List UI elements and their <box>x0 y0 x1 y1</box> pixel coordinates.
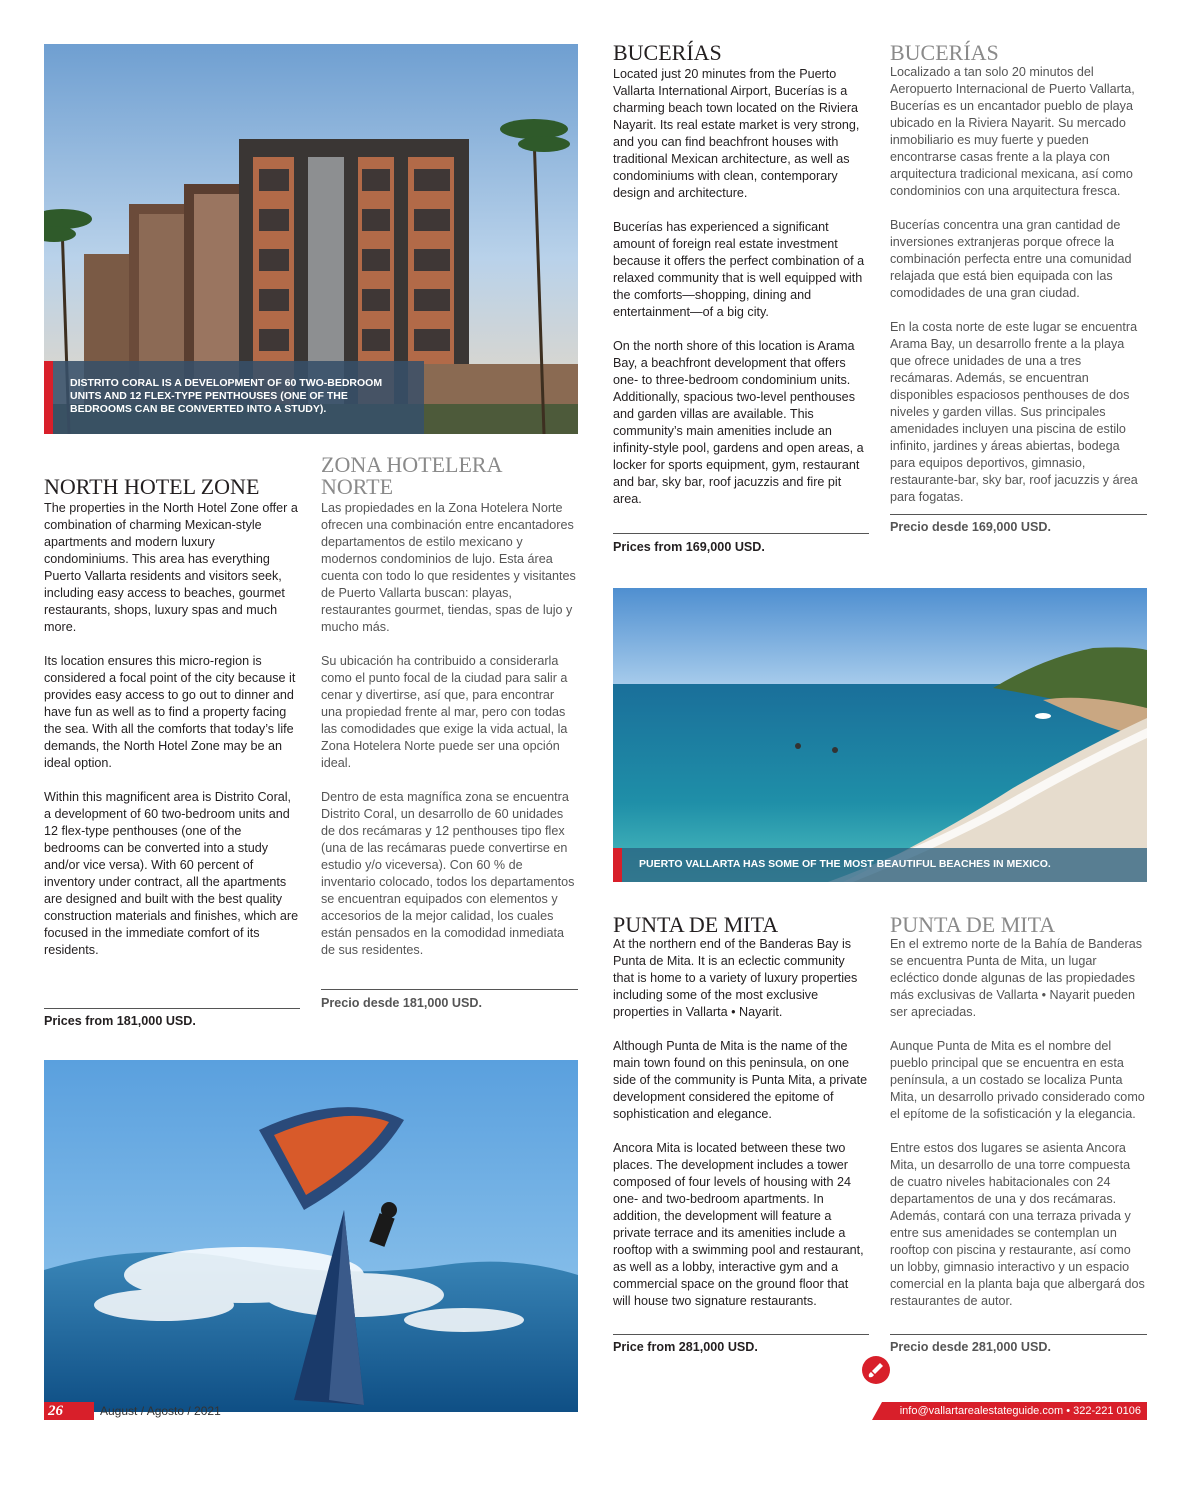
paragraph: Entre estos dos lugares se asienta Ancora Mita, un desarrollo de una torre compuesta de cuatro niveles habitacionales con 24 departamentos de una y dos recámaras. Además, contará con una terraza privada y entre sus amenidades se contemplan un rooftop con piscina y restaurante, así como un lobby, gimnasio interactivo y un espacio comercial en la planta baja que albergará dos restaurantes de autor. <box>890 1141 1145 1308</box>
paragraph: At the northern end of the Banderas Bay is Punta de Mita. It is an eclectic community that is home to a variety of luxury properties including some of the most exclusive properties in Vallarta • Nayarit. <box>613 937 858 1019</box>
paragraph: Although Punta de Mita is the name of the main town found on this peninsula, on one side of the community is Punta Mita, a private development considered the epitome of sophistication and elegance. <box>613 1039 868 1121</box>
price-divider <box>613 1334 869 1335</box>
paintbrush-glyph <box>862 1356 890 1384</box>
paragraph: Ancora Mita is located between these two places. The development includes a tower composed of four levels of housing with 24 one- and two-bedroom apartments. In addition, the development will feature a private terrace and its amenities include a rooftop with a swimming pool and restaurant, as well as a lobby, interactive gym and a commercial space on the ground floor that will house two signature restaurants. <box>613 1141 864 1308</box>
paragraph: Localizado a tan solo 20 minutos del Aeropuerto Internacional de Puerto Vallarta, Bucerías es un encantador pueblo de playa ubicado en la Riviera Nayarit. Su mercado inmobiliario es muy fuerte y pueden encontrarse casas frente a la playa con arquitectura tradicional mexicana, así como condominios con una arquitectura fresca. <box>890 65 1135 198</box>
paragraph: Bucerías concentra una gran cantidad de inversiones extranjeras porque ofrece la combinación perfecta entre una comunidad relajada que está bien equipada con las comodidades de una gran ciudad. <box>890 218 1132 300</box>
paragraph: Dentro de esta magnífica zona se encuentra Distrito Coral, un desarrollo de 60 unidades de dos recámaras y 12 penthouses tipo flex (una de las recámaras puede convertirse en estudio y/o viceversa). Con 60 % de inventario colocado, todos los departamentos se encuentran equipados con elementos y accesorios de la mejor calidad, los cuales están pensados en la comodidad inmediata de sus residentes. <box>321 790 575 957</box>
caption-accent-bar <box>613 848 622 882</box>
paragraph: En la costa norte de este lugar se encuentra Arama Bay, un desarrollo frente a la playa que ofrece unidades de una a tres recámaras. Además, se encuentran disponibles espaciosos penthouses de dos niveles y garden villas. Sus principales amenidades incluyen una piscina de estilo infinito, jardines y áreas abiertas, bodega para equipos deportivos, gimnasio, restaurante-bar, sky bar, roof jacuzzis y área para fogatas. <box>890 320 1138 504</box>
paragraph: Las propiedades en la Zona Hotelera Norte ofrecen una combinación entre encantadores departamentos de estilo mexicano y modernos condominios de lujo. Esta área cuenta con todo lo que residentes y visitantes de Puerto Vallarta buscan: playas, restaurantes gourmet, tiendas, spas de lujo y mucho más. <box>321 501 576 634</box>
paragraph: Aunque Punta de Mita es el nombre del pueblo principal que se encuentra en esta península, a un costado se localiza Punta Mita, un desarrollo privado considerado como el epítome de la sofisticación y la elegancia. <box>890 1039 1145 1121</box>
zona-hotelera-norte-body-es <box>321 500 578 959</box>
paragraph: Located just 20 minutes from the Puerto Vallarta International Airport, Bucerías is a charming beach town located on the Riviera Nayarit. Its real estate market is very strong, and you can find beachfront houses with traditional Mexican architecture, as well as condominiums with clean, contemporary design and architecture. <box>613 67 860 200</box>
beach-photo-icon <box>613 588 1147 882</box>
punta-de-mita-title-es: PUNTA DE MITA <box>890 912 1056 937</box>
bucerias-price-en: Prices from 169,000 USD. <box>613 540 765 554</box>
contact-info <box>872 1402 1147 1420</box>
zona-hotelera-norte-price-es: Precio desde 181,000 USD. <box>321 996 483 1010</box>
windsurfer-photo-icon <box>44 1060 578 1412</box>
bucerias-body-en <box>613 66 869 508</box>
zona-hotelera-norte-title: ZONA HOTELERA NORTE <box>321 452 502 499</box>
windsurfer-photo <box>44 1060 578 1412</box>
page-number: 26 <box>44 1402 94 1420</box>
price-divider <box>44 1008 300 1009</box>
north-hotel-zone-body-en <box>44 500 300 959</box>
punta-de-mita-body-en <box>613 936 869 1310</box>
price-divider <box>890 1334 1147 1335</box>
paragraph: Within this magnificent area is Distrito Coral, a development of 60 two-bedroom units and 12 flex-type penthouses (one of the bedrooms can be converted into a study and/or vice versa). With 60 percent of inventory under contract, all the apartments are designed and built with the best quality construction materials and finishes, which are focused in the immediate comfort of its residents. <box>44 790 299 957</box>
punta-de-mita-title-en: PUNTA DE MITA <box>613 912 779 937</box>
contact-text[interactable]: info@vallartarealestateguide.com • 322-221 0106 <box>899 1405 1141 1417</box>
north-hotel-zone-title: NORTH HOTEL ZONE <box>44 474 260 499</box>
paragraph: Bucerías has experienced a significant amount of foreign real estate investment because it offers the perfect combination of a relaxed community that is well equipped with the comforts—shopping, dining and entertainment—of a big city. <box>613 220 865 319</box>
bucerias-price-es: Precio desde 169,000 USD. <box>890 520 1052 534</box>
punta-de-mita-price-en: Price from 281,000 USD. <box>613 1340 758 1354</box>
paintbrush-icon <box>862 1356 890 1384</box>
distrito-coral-caption <box>44 361 424 434</box>
paragraph: On the north shore of this location is Arama Bay, a beachfront development that offers one- to three-bedroom condominium units. Additionally, spacious two-level penthouses and garden villas are available. This community’s main amenities include an infinity-style pool, gardens and open areas, a locker for sports equipment, gym, restaurant and bar, sky bar, roof jacuzzis and fire pit area. <box>613 339 864 506</box>
caption-accent-bar <box>44 361 53 434</box>
paragraph: Its location ensures this micro-region is considered a focal point of the city because it provides easy access to go out to dinner and have fun as well as to find a property facing the sea. With all the comforts that today’s life demands, the North Hotel Zone may be an ideal option. <box>44 654 296 770</box>
bucerias-body-es <box>890 64 1147 506</box>
price-divider <box>321 989 578 990</box>
contact-bar-notch <box>872 1402 882 1420</box>
punta-de-mita-price-es: Precio desde 281,000 USD. <box>890 1340 1052 1354</box>
bucerias-title-es: BUCERÍAS <box>890 40 999 65</box>
paragraph: The properties in the North Hotel Zone offer a combination of charming Mexican-style apartments and modern luxury condominiums. This area has everything Puerto Vallarta residents and visitors seek, including easy access to beaches, gourmet restaurants, shops, luxury spas and much more. <box>44 501 298 634</box>
issue-date: August / Agosto / 2021 <box>100 1404 221 1418</box>
beach-caption <box>613 848 1147 882</box>
price-divider <box>890 514 1147 515</box>
paragraph: En el extremo norte de la Bahía de Banderas se encuentra Punta de Mita, un lugar ecléctico donde algunas de las propiedades más exclusivas de Vallarta • Nayarit pueden ser apreciadas. <box>890 937 1143 1019</box>
caption-text: DISTRITO CORAL IS A DEVELOPMENT OF 60 TWO-BEDROOM UNITS AND 12 FLEX-TYPE PENTHOUSES (ONE OF THE BEDROOMS CAN BE CONVERTED INTO A STUDY). <box>70 377 383 415</box>
price-divider <box>613 533 869 534</box>
caption-text: PUERTO VALLARTA HAS SOME OF THE MOST BEAUTIFUL BEACHES IN MEXICO. <box>639 858 1051 870</box>
paragraph: Su ubicación ha contribuido a considerarla como el punto focal de la ciudad para salir a cenar y divertirse, así que, para encontrar una propiedad frente al mar, pero con todas las comodidades que exige la vida actual, la Zona Hotelera Norte puede ser una opción ideal. <box>321 654 568 770</box>
north-hotel-zone-price-en: Prices from 181,000 USD. <box>44 1014 196 1028</box>
beach-photo <box>613 588 1147 882</box>
punta-de-mita-body-es <box>890 936 1147 1310</box>
bucerias-title-en: BUCERÍAS <box>613 40 722 65</box>
